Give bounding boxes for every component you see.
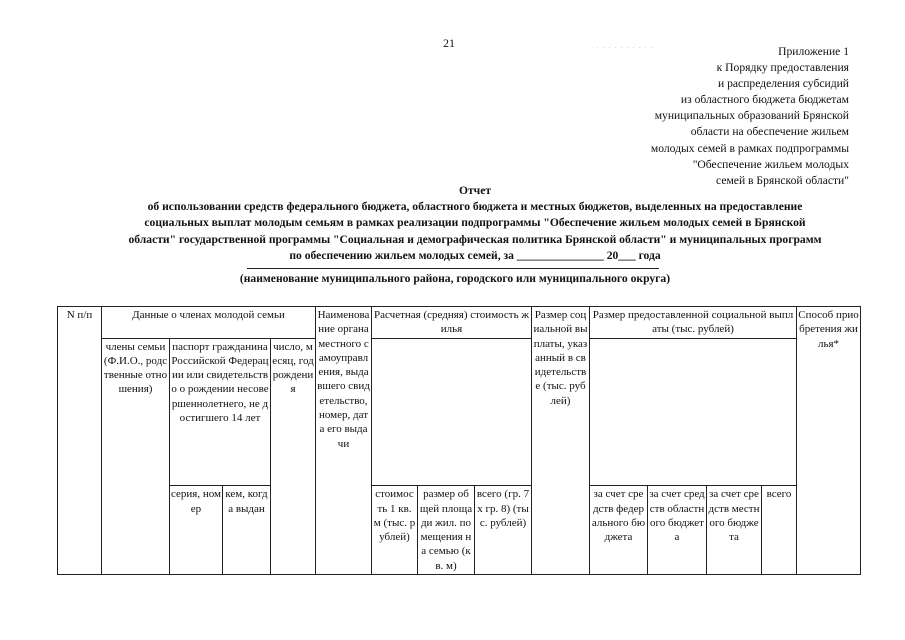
total-cost-header: всего (гр. 7 x гр. 8) (тыс. рублей) xyxy=(475,486,532,575)
payment-provided-header: Размер предоставленной социальной выплаты (тыс. рублей) xyxy=(590,307,797,339)
passport-series-header: серия, номер xyxy=(170,486,223,575)
report-title-line: Отчет xyxy=(458,184,492,197)
col-number-header: N п/п xyxy=(58,307,102,575)
passport-header: паспорт гражданина Российской Федерации или свидетельство о рождении несовершеннолетнего, не достигшего 14 лет xyxy=(170,338,271,486)
regional-budget-header: за счет средств областного бюджета xyxy=(648,486,707,575)
federal-budget-header: за счет средств федерального бюджета xyxy=(590,486,648,575)
appendix-line: из областного бюджета бюджетам xyxy=(680,93,849,107)
scan-noise: · · · · · · · · · · xyxy=(596,44,655,52)
appendix-line: Приложение 1 xyxy=(778,45,849,58)
municipality-caption: (наименование муниципального района, городского или муниципального округа) xyxy=(239,272,671,285)
family-data-header: Данные о членах молодой семьи xyxy=(102,307,316,339)
cost-per-sqm-header: стоимость 1 кв. м (тыс. рублей) xyxy=(372,486,418,575)
appendix-reference xyxy=(589,44,849,189)
estimated-cost-header: Расчетная (средняя) стоимость жилья xyxy=(372,307,532,339)
report-title-line: по обеспечению жильем молодых семей, за _______________ 20___ года xyxy=(289,248,661,262)
local-budget-header: за счет средств местного бюджета xyxy=(707,486,762,575)
birth-date-header: число, месяц, год рождения xyxy=(271,338,316,574)
passport-issued-header: кем, когда выдан xyxy=(223,486,271,575)
report-title-line: области" государственной программы "Социальная и демографическая политика Брянской области" и муниципальных программ xyxy=(128,232,822,246)
payment-in-certificate-header: Размер социальной выплаты, указанный в свидетельстве (тыс. рублей) xyxy=(532,307,590,575)
page-number: 21 xyxy=(443,36,455,50)
area-size-header: размер общей площади жил. помещения на семью (кв. м) xyxy=(418,486,475,575)
appendix-line: "Обеспечение жильем молодых xyxy=(692,157,849,171)
report-title-line: социальных выплат молодым семьям в рамках реализации подпрограммы "Обеспечение жильем молодых семей в Брянской xyxy=(144,216,806,230)
appendix-line: семей в Брянской области" xyxy=(716,173,849,187)
acquisition-method-header: Способ приобретения жилья* xyxy=(797,307,861,575)
appendix-line: к Порядку предоставления xyxy=(716,61,849,75)
report-table xyxy=(57,306,861,575)
report-title-line: об использовании средств федерального бюджета, областного бюджета и местных бюджетов, выделенных на предоставление xyxy=(147,200,803,214)
municipality-blank-line xyxy=(247,268,659,269)
appendix-line: области на обеспечение жильем xyxy=(690,125,849,139)
payment-provided-spacer xyxy=(590,338,797,486)
authority-header: Наименование органа местного самоуправления, выдавшего свидетельство, номер, дата его выдачи xyxy=(316,307,372,575)
report-title xyxy=(55,183,895,264)
appendix-line: муниципальных образований Брянской xyxy=(654,109,849,123)
estimated-cost-spacer xyxy=(372,338,532,486)
appendix-line: и распределения субсидий xyxy=(718,77,849,91)
payment-total-header: всего xyxy=(762,486,797,575)
appendix-line: молодых семей в рамках подпрограммы xyxy=(650,141,849,155)
family-members-header: члены семьи (Ф.И.О., родственные отношения) xyxy=(102,338,170,574)
